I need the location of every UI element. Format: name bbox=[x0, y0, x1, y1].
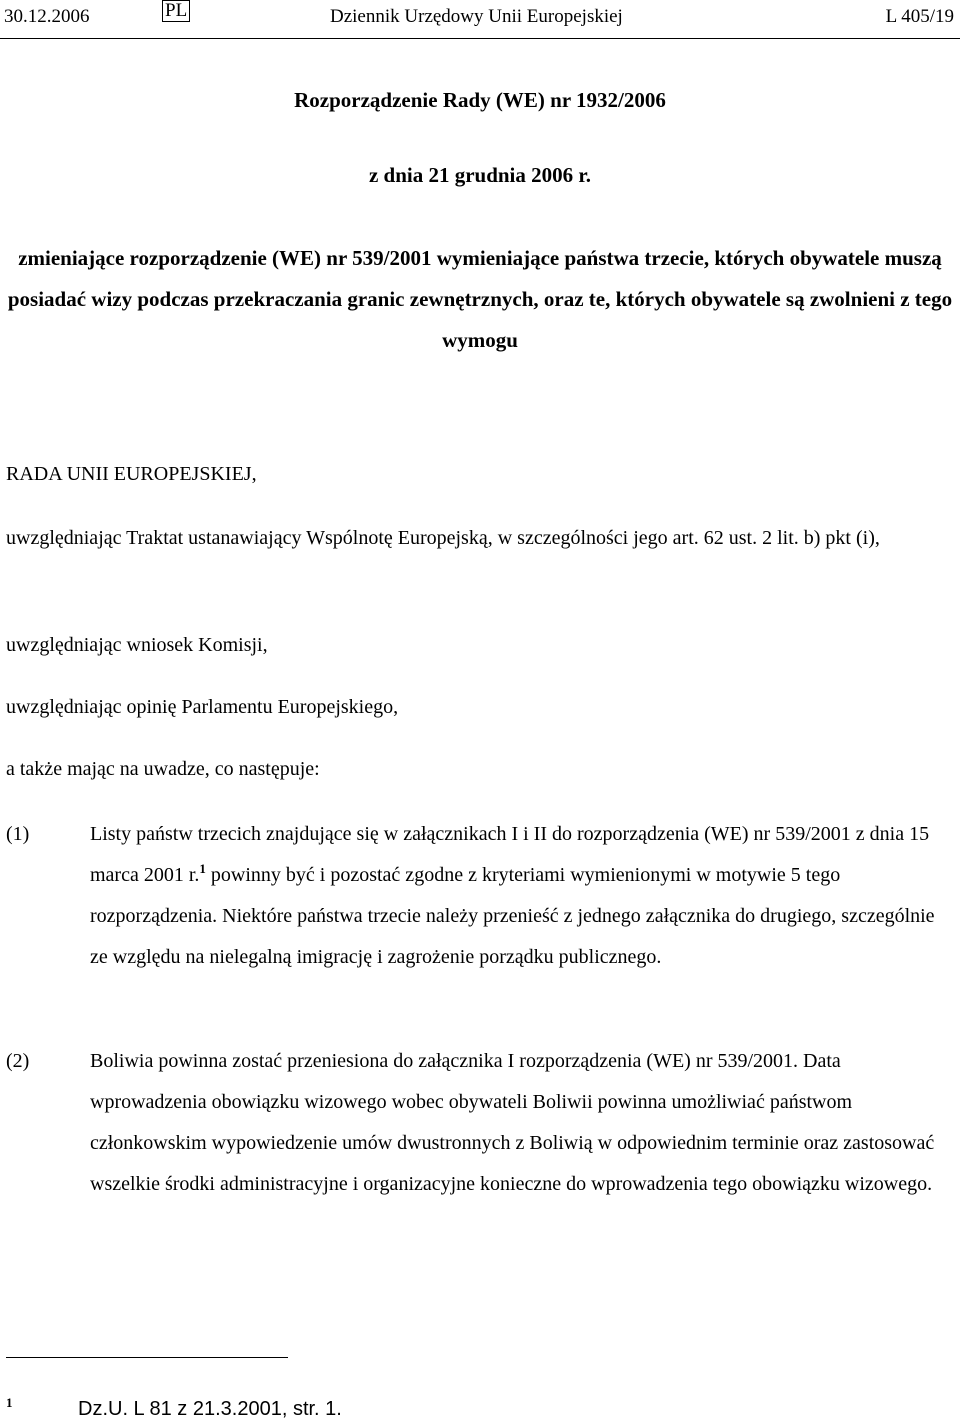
recital-text-part: powinny być i pozostać zgodne z kryteriami wymienionymi w motywie 5 tego rozporządzenia. Niektóre państwa trzecie należy przenieść z jednego załącznika do drugiego, szczególnie ze względu na nielegalną imigrację i zagrożenie porządku publicznego. bbox=[90, 864, 935, 968]
journal-name: Dziennik Urzędowy Unii Europejskiej bbox=[330, 6, 623, 27]
citation-treaty: uwzględniając Traktat ustanawiający Wspólnotę Europejską, w szczególności jego art. 62 ust. 2 lit. b) pkt (i), bbox=[6, 527, 880, 549]
header-date: 30.12.2006 bbox=[4, 6, 90, 27]
regulation-date: z dnia 21 grudnia 2006 r. bbox=[368, 163, 592, 187]
citation-parliament: uwzględniając opinię Parlamentu Europejskiego, bbox=[6, 696, 399, 718]
language-code-box: PL bbox=[162, 0, 190, 22]
header-divider bbox=[0, 38, 960, 39]
footnote-reference[interactable]: 1 bbox=[199, 861, 206, 876]
footnote-divider bbox=[6, 1357, 288, 1358]
journal-reference: L 405/19 bbox=[885, 6, 954, 27]
recital-text-part: Listy państw trzecich znajdujące się w załącznikach I i II do rozporządzenia (WE) nr 539/2001 z dnia 15 marca 2001 r. bbox=[90, 823, 930, 886]
council-heading: RADA UNII EUROPEJSKIEJ, bbox=[6, 463, 257, 485]
regulation-title: Rozporządzenie Rady (WE) nr 1932/2006 bbox=[294, 88, 666, 112]
recital-text bbox=[90, 814, 950, 978]
footnote-text: Dz.U. L 81 z 21.3.2001, str. 1. bbox=[78, 1398, 342, 1420]
whereas-intro: a także mając na uwadze, co następuje: bbox=[6, 758, 320, 780]
footnote-number: 1 bbox=[6, 1395, 13, 1410]
regulation-subject: zmieniające rozporządzenie (WE) nr 539/2001 wymieniające państwa trzecie, których obywatele muszą posiadać wizy podczas przekraczania granic zewnętrznych, oraz te, których obywatele są zwolnieni z tego wymogu bbox=[7, 246, 953, 352]
page-header bbox=[0, 0, 960, 34]
recital-number: (2) bbox=[6, 1050, 30, 1072]
recital-number: (1) bbox=[6, 823, 30, 845]
recital-text: Boliwia powinna zostać przeniesiona do załącznika I rozporządzenia (WE) nr 539/2001. Data wprowadzenia obowiązku wizowego wobec obywateli Boliwii powinna umożliwiać państwom członkowskim wypowiedzenie umów dwustronnych z Boliwią w odpowiednim terminie oraz zastosować wszelkie środki administracyjne i organizacyjne konieczne do wprowadzenia tego obowiązku wizowego. bbox=[90, 1050, 935, 1195]
citation-commission: uwzględniając wniosek Komisji, bbox=[6, 634, 268, 656]
